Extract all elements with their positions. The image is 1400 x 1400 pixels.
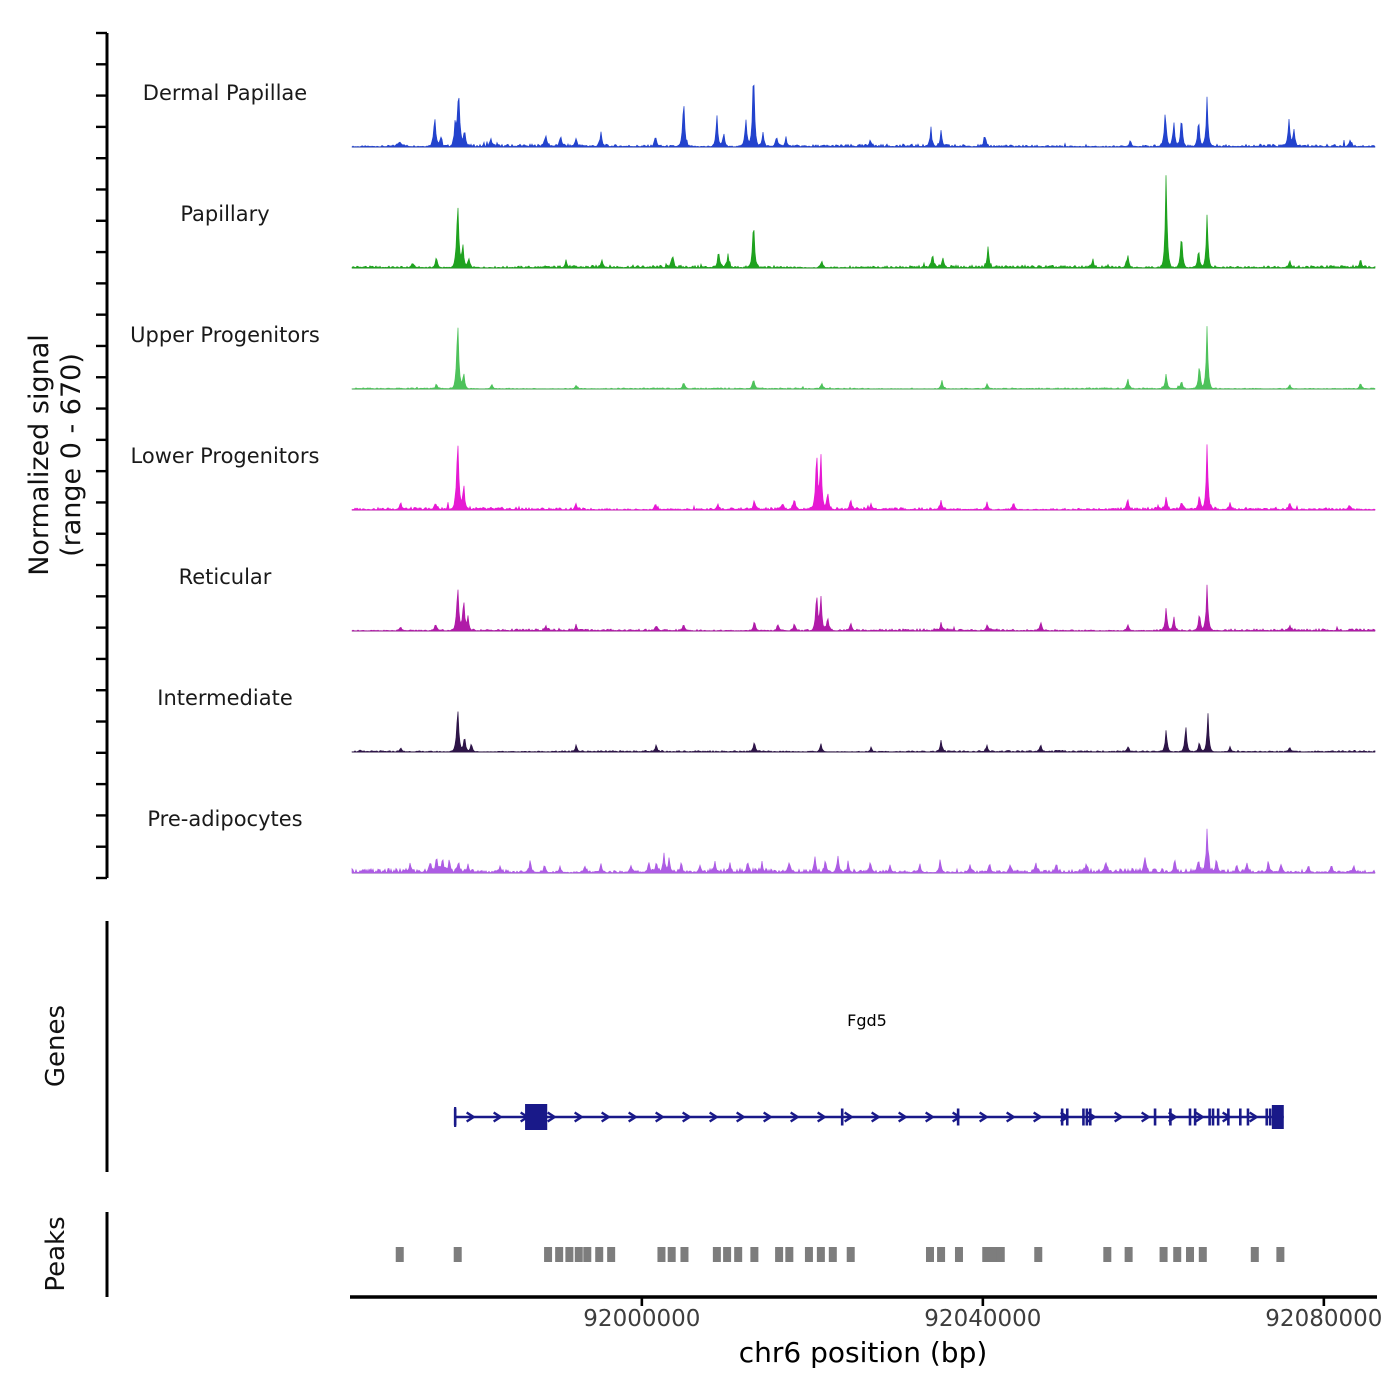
gene-exon-tick [1265,1109,1268,1126]
peak-box [1186,1247,1194,1262]
track-label-papillary: Papillary [180,202,270,226]
peak-calls [396,1247,1285,1262]
peak-box [1160,1247,1168,1262]
gene-exon-tick [1217,1109,1220,1126]
peak-box [989,1247,997,1262]
peak-box [454,1247,462,1262]
peak-box [817,1247,825,1262]
gene-exon-tick [454,1109,457,1126]
signal-track-0 [352,85,1375,147]
peak-box [668,1247,676,1262]
track-label-dermal-papillae: Dermal Papillae [142,81,308,105]
peak-box [775,1247,783,1262]
peak-box [607,1247,615,1262]
peak-box [1034,1247,1042,1262]
gene-model-fgd5 [454,1104,1284,1130]
gene-exon-tick [1227,1109,1230,1126]
track-label-intermediate: Intermediate [157,686,293,710]
peak-box [657,1247,665,1262]
peak-box [734,1247,742,1262]
gene-exon-tick [1089,1109,1092,1126]
peak-box [713,1247,721,1262]
peak-box [937,1247,945,1262]
gene-exon-tick [841,1109,844,1126]
track-label-pre-adipocytes: Pre-adipocytes [147,807,303,831]
track-signal-area [352,85,1375,147]
peak-box [565,1247,573,1262]
peak-box [396,1247,404,1262]
signal-track-6 [352,829,1375,873]
peak-box [926,1247,934,1262]
signal-y-axis-label [24,334,88,576]
gene-exon-tick [1189,1109,1192,1126]
signal-track-5 [352,712,1375,753]
peak-box [1103,1247,1111,1262]
x-axis-tick-label-2: 92080000 [1265,1306,1383,1332]
x-axis-tick-label-1: 92040000 [924,1306,1042,1332]
track-label-lower-progenitors: Lower Progenitors [130,444,320,468]
signal-y-axis-label-line2: (range 0 - 670) [56,353,87,557]
peak-box [829,1247,837,1262]
peak-box [595,1247,603,1262]
gene-exon-tick [1154,1109,1157,1126]
gene-exon-box [525,1104,547,1130]
track-label-upper-progenitors: Upper Progenitors [130,323,320,347]
track-label-reticular: Reticular [178,565,272,589]
peak-box [785,1247,793,1262]
gene-exon-tick [1066,1109,1069,1126]
peak-box [750,1247,758,1262]
peak-box [805,1247,813,1262]
peak-box [1251,1247,1259,1262]
peaks-section-label: Peaks [41,1216,71,1292]
genes-section-label: Genes [41,1004,71,1088]
signal-track-2 [352,326,1375,389]
signal-track-4 [352,585,1375,631]
peak-box [1199,1247,1207,1262]
track-signal-area [352,829,1375,873]
peak-box [1173,1247,1181,1262]
gene-exon-tick [1239,1109,1242,1126]
peak-box [997,1247,1005,1262]
track-signal-area [352,712,1375,753]
track-signal-area [352,585,1375,631]
x-axis-tick-label-0: 92000000 [583,1306,701,1332]
gene-exon-tick [1061,1109,1064,1126]
peak-box [847,1247,855,1262]
gene-exon-box [1272,1105,1284,1129]
gene-exon-tick [957,1109,960,1126]
peak-box [583,1247,591,1262]
gene-exon-tick [1194,1109,1197,1126]
gene-exon-tick [1169,1109,1172,1126]
peak-box [680,1247,688,1262]
peak-box [544,1247,552,1262]
gene-exon-tick [1086,1109,1089,1126]
gene-exon-tick [1247,1109,1250,1126]
peak-box [955,1247,963,1262]
x-axis-title: chr6 position (bp) [738,1336,988,1369]
gene-exon-tick [1212,1109,1215,1126]
peak-box [575,1247,583,1262]
track-signal-area [352,175,1375,268]
gene-exon-tick [1082,1109,1085,1126]
gene-name-label: Fgd5 [847,1011,887,1030]
peak-box [723,1247,731,1262]
signal-y-axis-label-line1: Normalized signal [24,334,55,576]
signal-track-3 [352,444,1375,510]
track-signal-area [352,326,1375,389]
signal-track-1 [352,175,1375,268]
peak-box [982,1247,990,1262]
gene-exon-tick [1269,1109,1272,1126]
peak-box [1125,1247,1133,1262]
gene-exon-tick [1208,1109,1211,1126]
peak-box [555,1247,563,1262]
peak-box [1276,1247,1284,1262]
track-signal-area [352,444,1375,510]
